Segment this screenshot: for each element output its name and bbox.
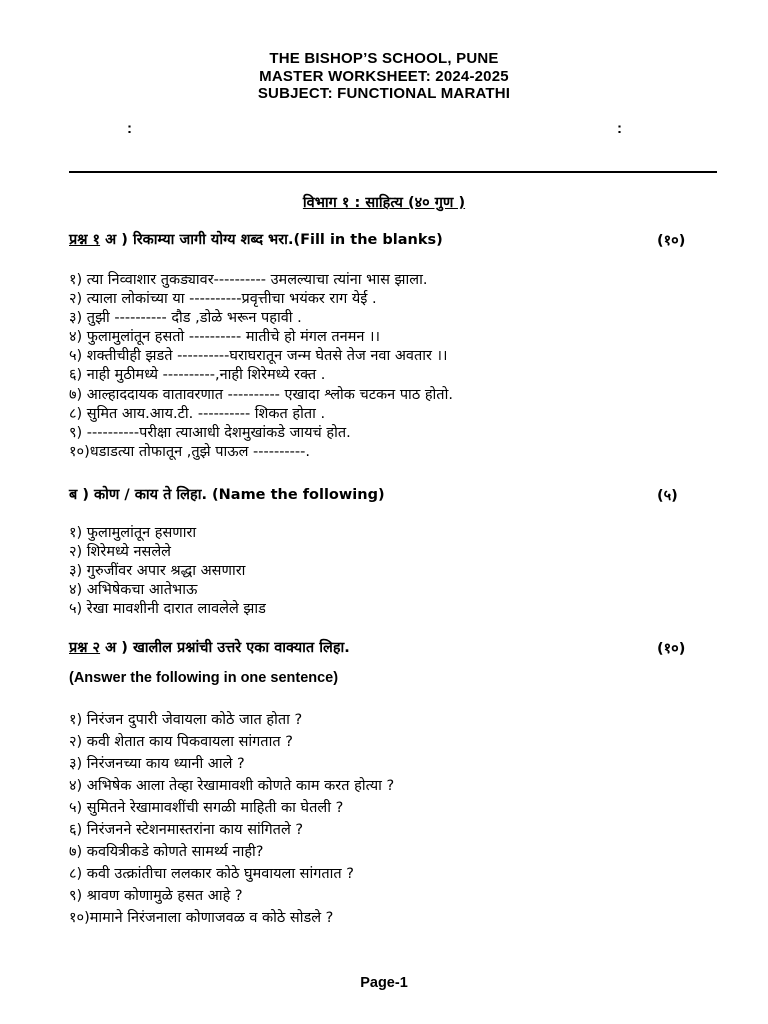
list-item: ३) निरंजनच्या काय ध्यानी आले ? (69, 756, 245, 772)
list-item: ८) कवी उत्क्रांतीचा ललकार कोठे घुमवायला सांगतात ? (69, 866, 354, 882)
list-item: ५) रेखा मावशीनी दारात लावलेले झाड (69, 601, 266, 617)
question-1a-marks: (१०) (657, 233, 686, 249)
list-item: २) कवी शेतात काय पिकवायला सांगतात ? (69, 734, 293, 750)
question-1-label: प्रश्न १ (69, 232, 101, 248)
list-item: १) त्या निव्वाशार तुकड्यावर---------- उमलल्याचा त्यांना भास झाला. (69, 272, 428, 288)
list-item: ३) गुरुजींवर अपार श्रद्धा असणारा (69, 563, 246, 579)
list-item: १) फुलामुलांतून हसणारा (69, 525, 197, 541)
question-2a-marks: (१०) (657, 641, 686, 657)
list-item: ७) आल्हाददायक वातावरणात ---------- एखादा श्लोक चटकन पाठ होतो. (69, 386, 453, 403)
school-header (0, 50, 768, 103)
list-item: ९) श्रावण कोणामुळे हसत आहे ? (69, 888, 243, 904)
list-item: ४) अभिषेकचा आतेभाऊ (69, 582, 198, 598)
question-1a-text: अ ) रिकाम्या जागी योग्य शब्द भरा.(Fill in the blanks) (100, 232, 443, 248)
list-item: ९) ----------परीक्षा त्याआधी देशमुखांकडे जायचं होत. (69, 424, 351, 441)
list-item: ६) नाही मुठीमध्ये ----------,नाही शिरेमध्ये रक्त . (69, 367, 326, 384)
list-item: ३) तुझी ---------- दौड ,डोळे भरून पहावी . (69, 310, 302, 327)
school-name: THE BISHOP’S SCHOOL, PUNE (269, 50, 499, 67)
info-field-right-colon: : (617, 120, 622, 137)
question-2a-heading (69, 637, 350, 657)
question-2a-text: अ ) खालील प्रश्नांची उत्तरे एका वाक्यात लिहा. (100, 640, 350, 656)
page-number: Page-1 (360, 975, 408, 991)
question-2a-english-instruction: (Answer the following in one sentence) (69, 670, 339, 686)
question-2-label: प्रश्न २ (69, 640, 101, 656)
list-item: ४) अभिषेक आला तेव्हा रेखामावशी कोणते काम करत होत्या ? (69, 778, 395, 794)
question-2a-list (69, 709, 394, 929)
list-item: ७) कवयित्रीकडे कोणते सामर्थ्य नाही? (69, 844, 264, 860)
list-item: २) शिरेमध्ये नसलेले (69, 544, 172, 560)
worksheet-title: MASTER WORKSHEET: 2024-2025 (259, 67, 509, 85)
list-item: ४) फुलामुलांतून हसतो ---------- मातीचे हो मंगल तनमन ।। (69, 329, 381, 346)
question-1b-list (69, 524, 266, 619)
question-1a-heading (69, 229, 443, 249)
question-1b-marks: (५) (657, 488, 678, 504)
list-item: ६) निरंजनने स्टेशनमास्तरांना काय सांगितले ? (69, 822, 304, 838)
list-item: १) निरंजन दुपारी जेवायला कोठे जात होता ? (69, 712, 303, 728)
list-item: १०)मामाने निरंजनाला कोणाजवळ व कोठे सोडले ? (69, 910, 334, 926)
question-1b-heading: ब ) कोण / काय ते लिहा. (Name the following) (69, 487, 385, 503)
info-field-left-colon: : (127, 120, 132, 137)
list-item: ५) सुमितने रेखामावशींची सगळी माहिती का घेतली ? (69, 800, 344, 816)
section-title-text: विभाग १ : साहित्य (४० गुण ) (302, 195, 466, 211)
question-1a-list (69, 271, 453, 462)
header-divider (69, 171, 717, 173)
section-title (0, 192, 768, 212)
list-item: ५) शक्तीचीही झडते ----------घराघरातून जन्म घेतसे तेज नवा अवतार ।। (69, 348, 448, 365)
list-item: ८) सुमित आय.आय.टी. ---------- शिकत होता . (69, 405, 326, 422)
subject-title: SUBJECT: FUNCTIONAL MARATHI (257, 85, 511, 102)
list-item: २) त्याला लोकांच्या या ----------प्रवृत्तीचा भयंकर राग येई . (69, 291, 377, 308)
list-item: १०)धडाडत्या तोफातून ,तुझे पाऊल ----------. (69, 443, 310, 460)
